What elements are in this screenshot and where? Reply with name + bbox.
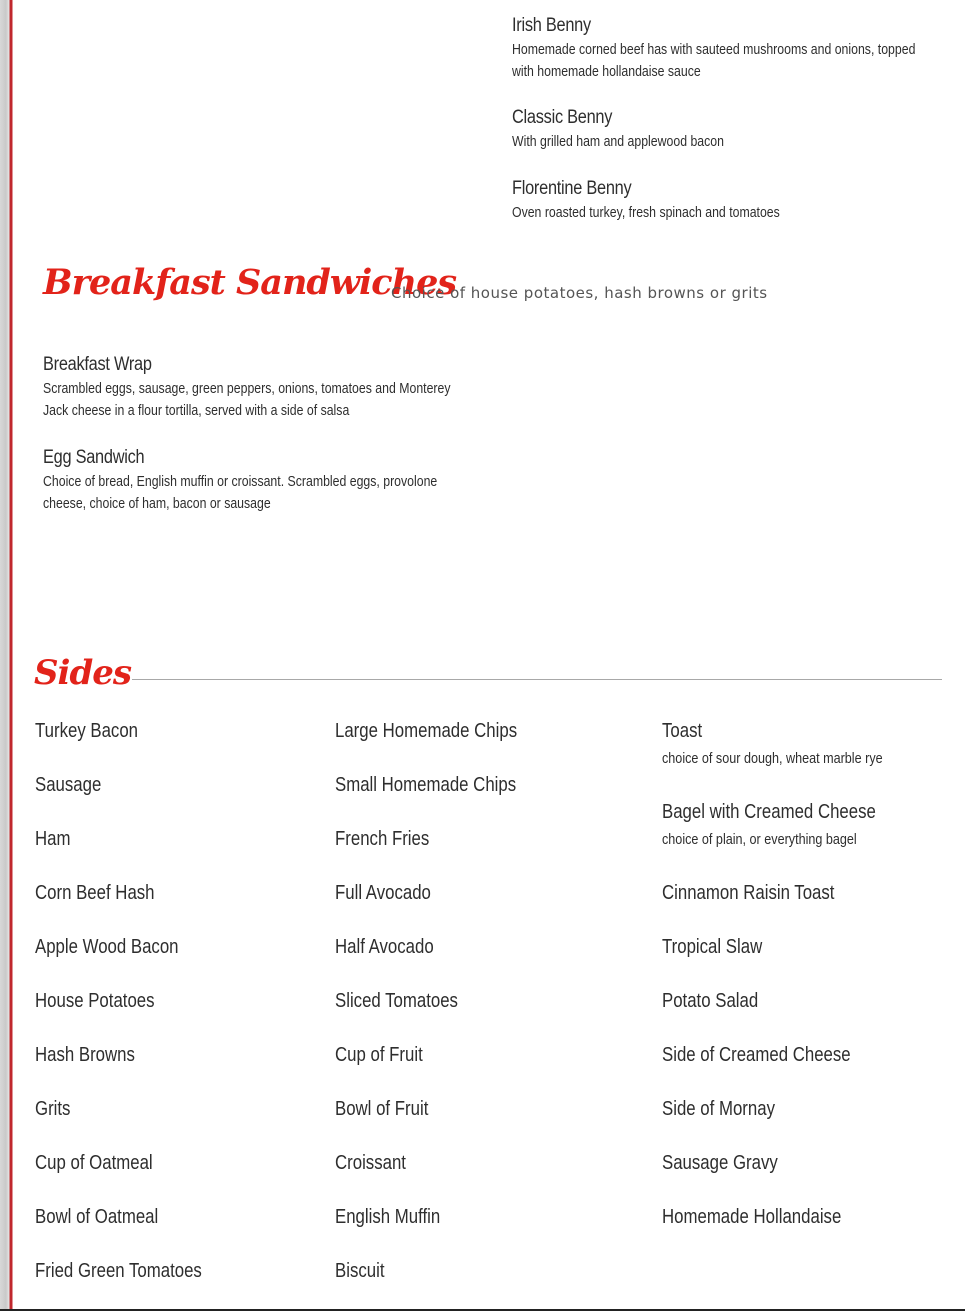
side-item: Tropical Slaw [662,936,763,958]
side-item: Half Avocado [335,936,434,958]
side-item: Full Avocado [335,882,431,904]
side-item: Side of Mornay [662,1098,775,1120]
side-item: French Fries [335,828,430,850]
side-item: Sliced Tomatoes [335,990,458,1012]
side-item: Bowl of Oatmeal [35,1206,159,1228]
side-item-note: choice of sour dough, wheat marble rye [662,750,883,767]
side-item: Hash Browns [35,1044,135,1066]
side-item-label: Toast [662,720,703,742]
side-item: Large Homemade Chips [335,720,518,742]
side-item: Potato Salad [662,990,759,1012]
menu-item-title: Breakfast Wrap [43,354,152,375]
menu-item-egg-sandwich [43,447,563,515]
side-item-toast [662,718,883,799]
side-item: Grits [35,1098,71,1120]
menu-item-florentine-benny [512,178,965,224]
side-item: House Potatoes [35,990,155,1012]
sides-heading: Sides [34,653,132,693]
side-item: Cup of Oatmeal [35,1152,153,1174]
side-item: Fried Green Tomatoes [35,1260,202,1282]
side-item: Bowl of Fruit [335,1098,429,1120]
side-item: Ham [35,828,71,850]
menu-item-desc: Homemade corned beef has with sauteed mushrooms and onions, topped with homemade hollandaise sauce [512,41,916,80]
side-item: Homemade Hollandaise [662,1206,842,1228]
side-item: Sausage Gravy [662,1152,778,1174]
side-item: Croissant [335,1152,406,1174]
side-item: Sausage [35,774,102,796]
menu-item-classic-benny [512,107,965,153]
breakfast-sandwiches-subtitle: Choice of house potatoes, hash browns or grits [391,284,768,302]
side-item-note: choice of plain, or everything bagel [662,831,857,848]
side-item: Apple Wood Bacon [35,936,179,958]
menu-item-irish-benny [512,15,965,83]
menu-item-title: Florentine Benny [512,178,632,199]
menu-item-desc: Choice of bread, English muffin or croissant. Scrambled eggs, provolone cheese, choice of ham, bacon or sausage [43,473,438,512]
menu-item-title: Classic Benny [512,107,613,128]
menu-item-desc: Oven roasted turkey, fresh spinach and tomatoes [512,204,780,221]
side-item: Biscuit [335,1260,385,1282]
sides-column-2 [335,718,552,1312]
side-item: Corn Beef Hash [35,882,155,904]
side-item: Cup of Fruit [335,1044,423,1066]
side-item: Cinnamon Raisin Toast [662,882,835,904]
section-divider [132,679,942,680]
menu-item-title: Egg Sandwich [43,447,145,468]
menu-item-desc: With grilled ham and applewood bacon [512,133,724,150]
side-item: Small Homemade Chips [335,774,517,796]
breakfast-sandwiches-heading: Breakfast Sandwiches [43,262,457,303]
side-item: Side of Creamed Cheese [662,1044,851,1066]
side-item-bagel [662,799,883,880]
side-item: English Muffin [335,1206,441,1228]
menu-item-desc: Scrambled eggs, sausage, green peppers, onions, tomatoes and Monterey Jack cheese in a flour tortilla, served with a side of salsa [43,380,451,419]
menu-item-title: Irish Benny [512,15,591,36]
sides-column-3 [662,718,925,1258]
page-left-border [0,0,14,1311]
side-item: Turkey Bacon [35,720,139,742]
menu-item-breakfast-wrap [43,354,563,422]
sides-column-1 [35,718,234,1312]
side-item-label: Bagel with Creamed Cheese [662,801,876,823]
